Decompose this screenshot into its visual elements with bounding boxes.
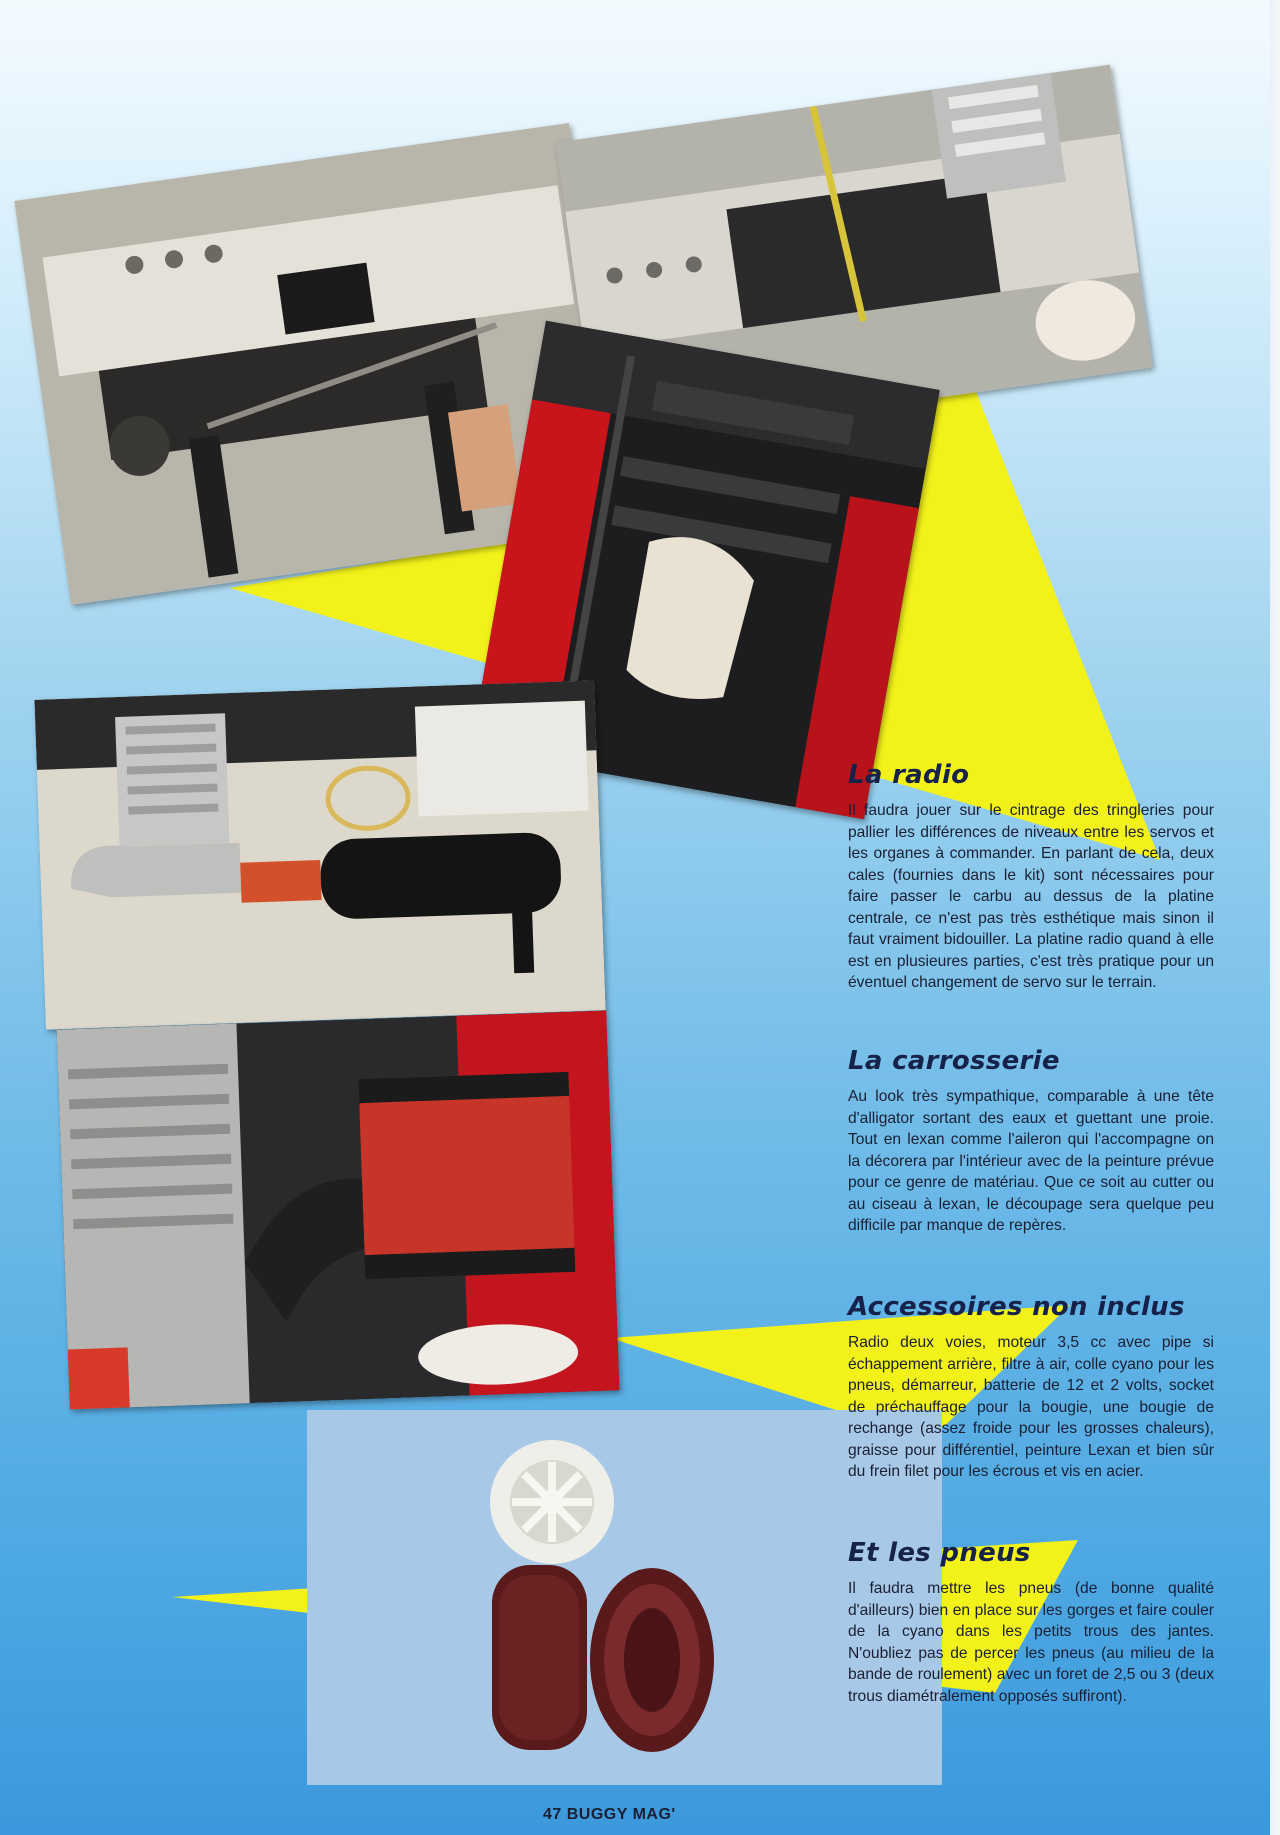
section-title: La carrosserie <box>848 1046 1060 1076</box>
wheel-tires-photo <box>307 1410 942 1785</box>
section-la-carrosserie <box>848 1046 1214 1237</box>
section-title: La radio <box>848 760 970 790</box>
engine-exhaust-image <box>34 680 605 1029</box>
page-footer: 47 BUGGY MAG' <box>543 1806 676 1823</box>
air-filter-image <box>57 1011 620 1410</box>
section-body: Il faudra jouer sur le cintrage des tringleries pour pallier les différences de niveaux entre les servos et les organes à commander. En parlant de cela, deux cales (fournies dans le kit) sont nécessaires pour faire passer le carbu au dessus de la platine centrale, ce n'est pas très esthétique mais sinon il faut vraiment bidouiller. La platine radio quand à elle est en plusieures parties, c'est très pratique pour un éventuel changement de servo sur le terrain. <box>848 802 1214 991</box>
section-body: Radio deux voies, moteur 3,5 cc avec pipe si échappement arrière, filtre à air, colle cyano pour les pneus, démarreur, batterie de 12 et 2 volts, socket de préchauffage pour la bougie, une bougie de rechange (assez froide pour les grosses chaleurs), graisse pour différentiel, peinture Lexan et bien sûr du frein filet pour les écrous et vis en acier. <box>848 1334 1214 1480</box>
section-title: Accessoires non inclus <box>848 1292 1185 1322</box>
section-body: Au look très sympathique, comparable à une tête d'alligator sortant des eaux et guettant une proie. Tout en lexan comme l'aileron qui l'accompagne on la décorera par l'intérieur avec de la peinture prévue pour ce genre de matériau. Que ce soit au cutter ou au ciseau à lexan, le découpage sera quelque peu difficile par manque de repères. <box>848 1088 1214 1234</box>
air-filter-photo <box>57 1011 620 1410</box>
section-title: Et les pneus <box>848 1538 1031 1568</box>
section-body: Il faudra mettre les pneus (de bonne qualité d'ailleurs) bien en place sur les gorges et faire couler de la cyano dans les petits trous des jantes. N'oubliez pas de percer les pneus (au milieu de la bande de roulement) avec un foret de 2,5 ou 3 (deux trous diamétralement opposés suffiront). <box>848 1580 1214 1705</box>
wheel-tires-image <box>307 1410 942 1785</box>
section-accessoires-non-inclus <box>848 1292 1214 1483</box>
engine-exhaust-photo <box>34 680 605 1029</box>
section-et-les-pneus <box>848 1538 1214 1707</box>
section-la-radio <box>848 760 1214 994</box>
